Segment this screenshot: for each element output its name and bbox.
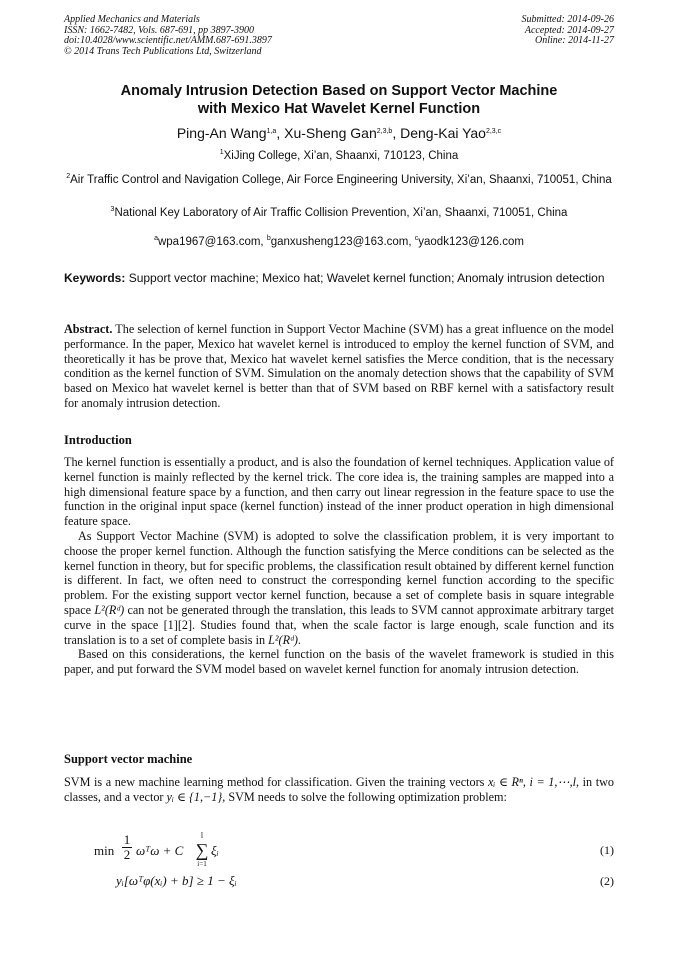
introduction-body <box>64 455 614 677</box>
author-1: Ping-An Wang <box>176 125 267 141</box>
abstract-label: Abstract. <box>64 322 113 336</box>
keywords-label: Keywords: <box>64 271 126 285</box>
intro-paragraph-3: Based on this considerations, the kernel function on the basis of the wavelet framework is studied in this paper, and put forward the SVM model based on wavelet kernel function for anomaly intrusion detection. <box>64 647 614 677</box>
equation-2: yᵢ[ωᵀφ(xᵢ) + b] ≥ 1 − ξᵢ (2) <box>116 873 614 888</box>
affiliation-3: $^3$National Key Laboratory of Air Traffic Collision Prevention, Xi’an, Shaanxi, 710051, China <box>110 206 568 219</box>
affiliation-2: $^2$Air Traffic Control and Navigation College, Air Force Engineering University, Xi’an, Shaanxi, 710051, China <box>66 173 612 186</box>
abstract <box>64 322 614 411</box>
equation-number-1: (1) <box>600 843 614 857</box>
author-list: Ping-An Wang$^{1,a}$, Xu-Sheng Gan$^{2,3,b}$, Deng-Kai Yao$^{2,3,c}$ <box>176 125 502 141</box>
email-b[interactable]: ganxusheng123@163.com, <box>270 236 415 248</box>
section-heading-introduction: Introduction <box>64 433 132 447</box>
journal-name: Applied Mechanics and Materials <box>64 14 200 25</box>
email-a[interactable]: wpa1967@163.com, <box>157 236 267 248</box>
doi-line[interactable]: doi:10.4028/www.scientific.net/AMM.687-691.3897 <box>64 35 272 46</box>
email-c[interactable]: yaodk123@126.com <box>418 236 524 248</box>
accepted-date: Accepted: 2014-09-27 <box>524 24 614 36</box>
affiliation-1: $^1$XiJing College, Xi’an, Shaanxi, 710123, China <box>219 149 459 162</box>
section-heading-svm: Support vector machine <box>64 752 193 766</box>
author-3: Deng-Kai Yao <box>400 125 486 141</box>
online-date: Online: 2014-11-27 <box>535 35 614 46</box>
summation: l ∑ i=1 <box>195 831 209 868</box>
header-left <box>64 15 272 57</box>
copyright-line: © 2014 Trans Tech Publications Ltd, Switzerland <box>64 45 262 57</box>
equation-number-2: (2) <box>600 874 614 888</box>
intro-paragraph-1: The kernel function is essentially a product, and is also the foundation of kernel techniques. Application value of kernel function is mainly reflected by the kernel trick. The core idea is, the training samples are mapped into a high dimensional feature space by a function, and then carry out linear regression in the feature space to use the function in the original input space (kernel function) instead of the inner product operation in high dimensional feature space. <box>64 455 614 529</box>
header-right <box>522 15 615 47</box>
submitted-date: Submitted: 2014-09-26 <box>521 14 614 25</box>
intro-paragraph-2: As Support Vector Machine (SVM) is adopted to solve the classification problem, it is very important to choose the proper kernel function. Although the function satisfying the Merce conditions can be selected as the kernel function in theory, but for specific problems, the classification result obtained by different kernel function is different. In fact, we often need to construct the corresponding kernel function according to the specific problem. For the existing support vector kernel function, because a set of complete basis in square integrable space L²(Rᵈ) can not be generated through the translation, this leads to SVM cannot approximate arbitrary target curve in the space [1][2]. Studies found that, when the scale factor is large enough, scale function and its translation is to a set of complete basis in L²(Rᵈ). <box>64 528 614 647</box>
author-2: Xu-Sheng Gan <box>284 125 377 141</box>
keywords-text: Support vector machine; Mexico hat; Wavelet kernel function; Anomaly intrusion detection <box>125 271 605 285</box>
abstract-text: The selection of kernel function in Support Vector Machine (SVM) has a great influence on the model performance. In the paper, Mexico hat wavelet kernel is introduced to employ the kernel function of SVM, and theoretically it has be prove that, Mexico hat wavelet kernel satisfies the Merce condition, that is the necessary condition as the kernel function of SVM. Simulation on the anomaly detection shows that the capability of SVM based on Mexico hat wavelet kernel is better than that of SVM based on RBF kernel with a satisfactory result for anomaly intrusion detection. <box>64 322 614 410</box>
fraction: 1 2 <box>123 832 131 862</box>
keywords <box>64 271 614 286</box>
math-l2-space-2: L²(Rᵈ) <box>268 632 298 647</box>
math-l2-space: L²(Rᵈ) <box>94 602 125 617</box>
paper-title: Anomaly Intrusion Detection Based on Support Vector Machine with Mexico Hat Wavelet Kernel Function <box>120 83 558 117</box>
equation-1: min 1 2 ωᵀω + C l ∑ i=1 ξᵢ (1) <box>94 831 614 868</box>
issn-line: ISSN: 1662-7482, Vols. 687-691, pp 3897-3900 <box>64 24 254 36</box>
svm-body: SVM is a new machine learning method for classification. Given the training vectors xᵢ ∈ Rⁿ, i = 1,⋯,l, in two classes, and a vector yᵢ ∈ {1,−1}, SVM needs to solve the following optimization problem: <box>64 775 614 804</box>
email-list: $^a$wpa1967@163.com, $^b$ganxusheng123@163.com, $^c$yaodk123@126.com <box>154 235 524 248</box>
